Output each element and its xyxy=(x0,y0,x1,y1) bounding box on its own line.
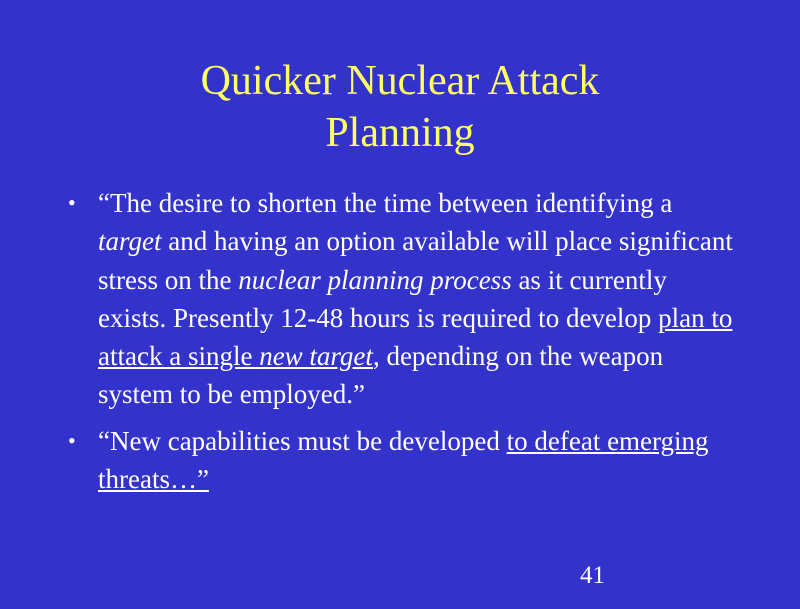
slide-title xyxy=(40,55,760,159)
bullet-2-text-2: to defeat emerging threats…” xyxy=(98,425,709,495)
bullet-1-text-3: and having an option available will place significant stress on the xyxy=(98,226,733,295)
page-number: 41 xyxy=(580,562,605,589)
slide-title-line-2: Planning xyxy=(325,110,475,156)
bullet-1-text-2: target xyxy=(98,226,162,257)
bullet-1-text-4: nuclear planning process xyxy=(238,264,512,295)
bullet-item-1 xyxy=(68,184,733,414)
bullet-1-text-5: as it currently exists. Presently 12-48 hours is required to develop xyxy=(98,264,667,333)
bullet-icon: • xyxy=(68,427,76,453)
bullet-1-text-8: , depending on the weapon system to be employed.” xyxy=(98,341,664,410)
bullet-1-text-6: plan to attack a single xyxy=(98,302,733,372)
bullet-2-text-1: “New capabilities must be developed xyxy=(98,425,507,456)
slide-title-line-1: Quicker Nuclear Attack xyxy=(200,58,600,104)
bullet-item-2 xyxy=(68,422,733,499)
bullet-icon: • xyxy=(68,190,76,215)
slide-body xyxy=(68,184,733,506)
bullet-1-text-7: new target xyxy=(259,341,373,372)
bullet-1-text-1: “The desire to shorten the time between identifying a xyxy=(98,188,673,218)
